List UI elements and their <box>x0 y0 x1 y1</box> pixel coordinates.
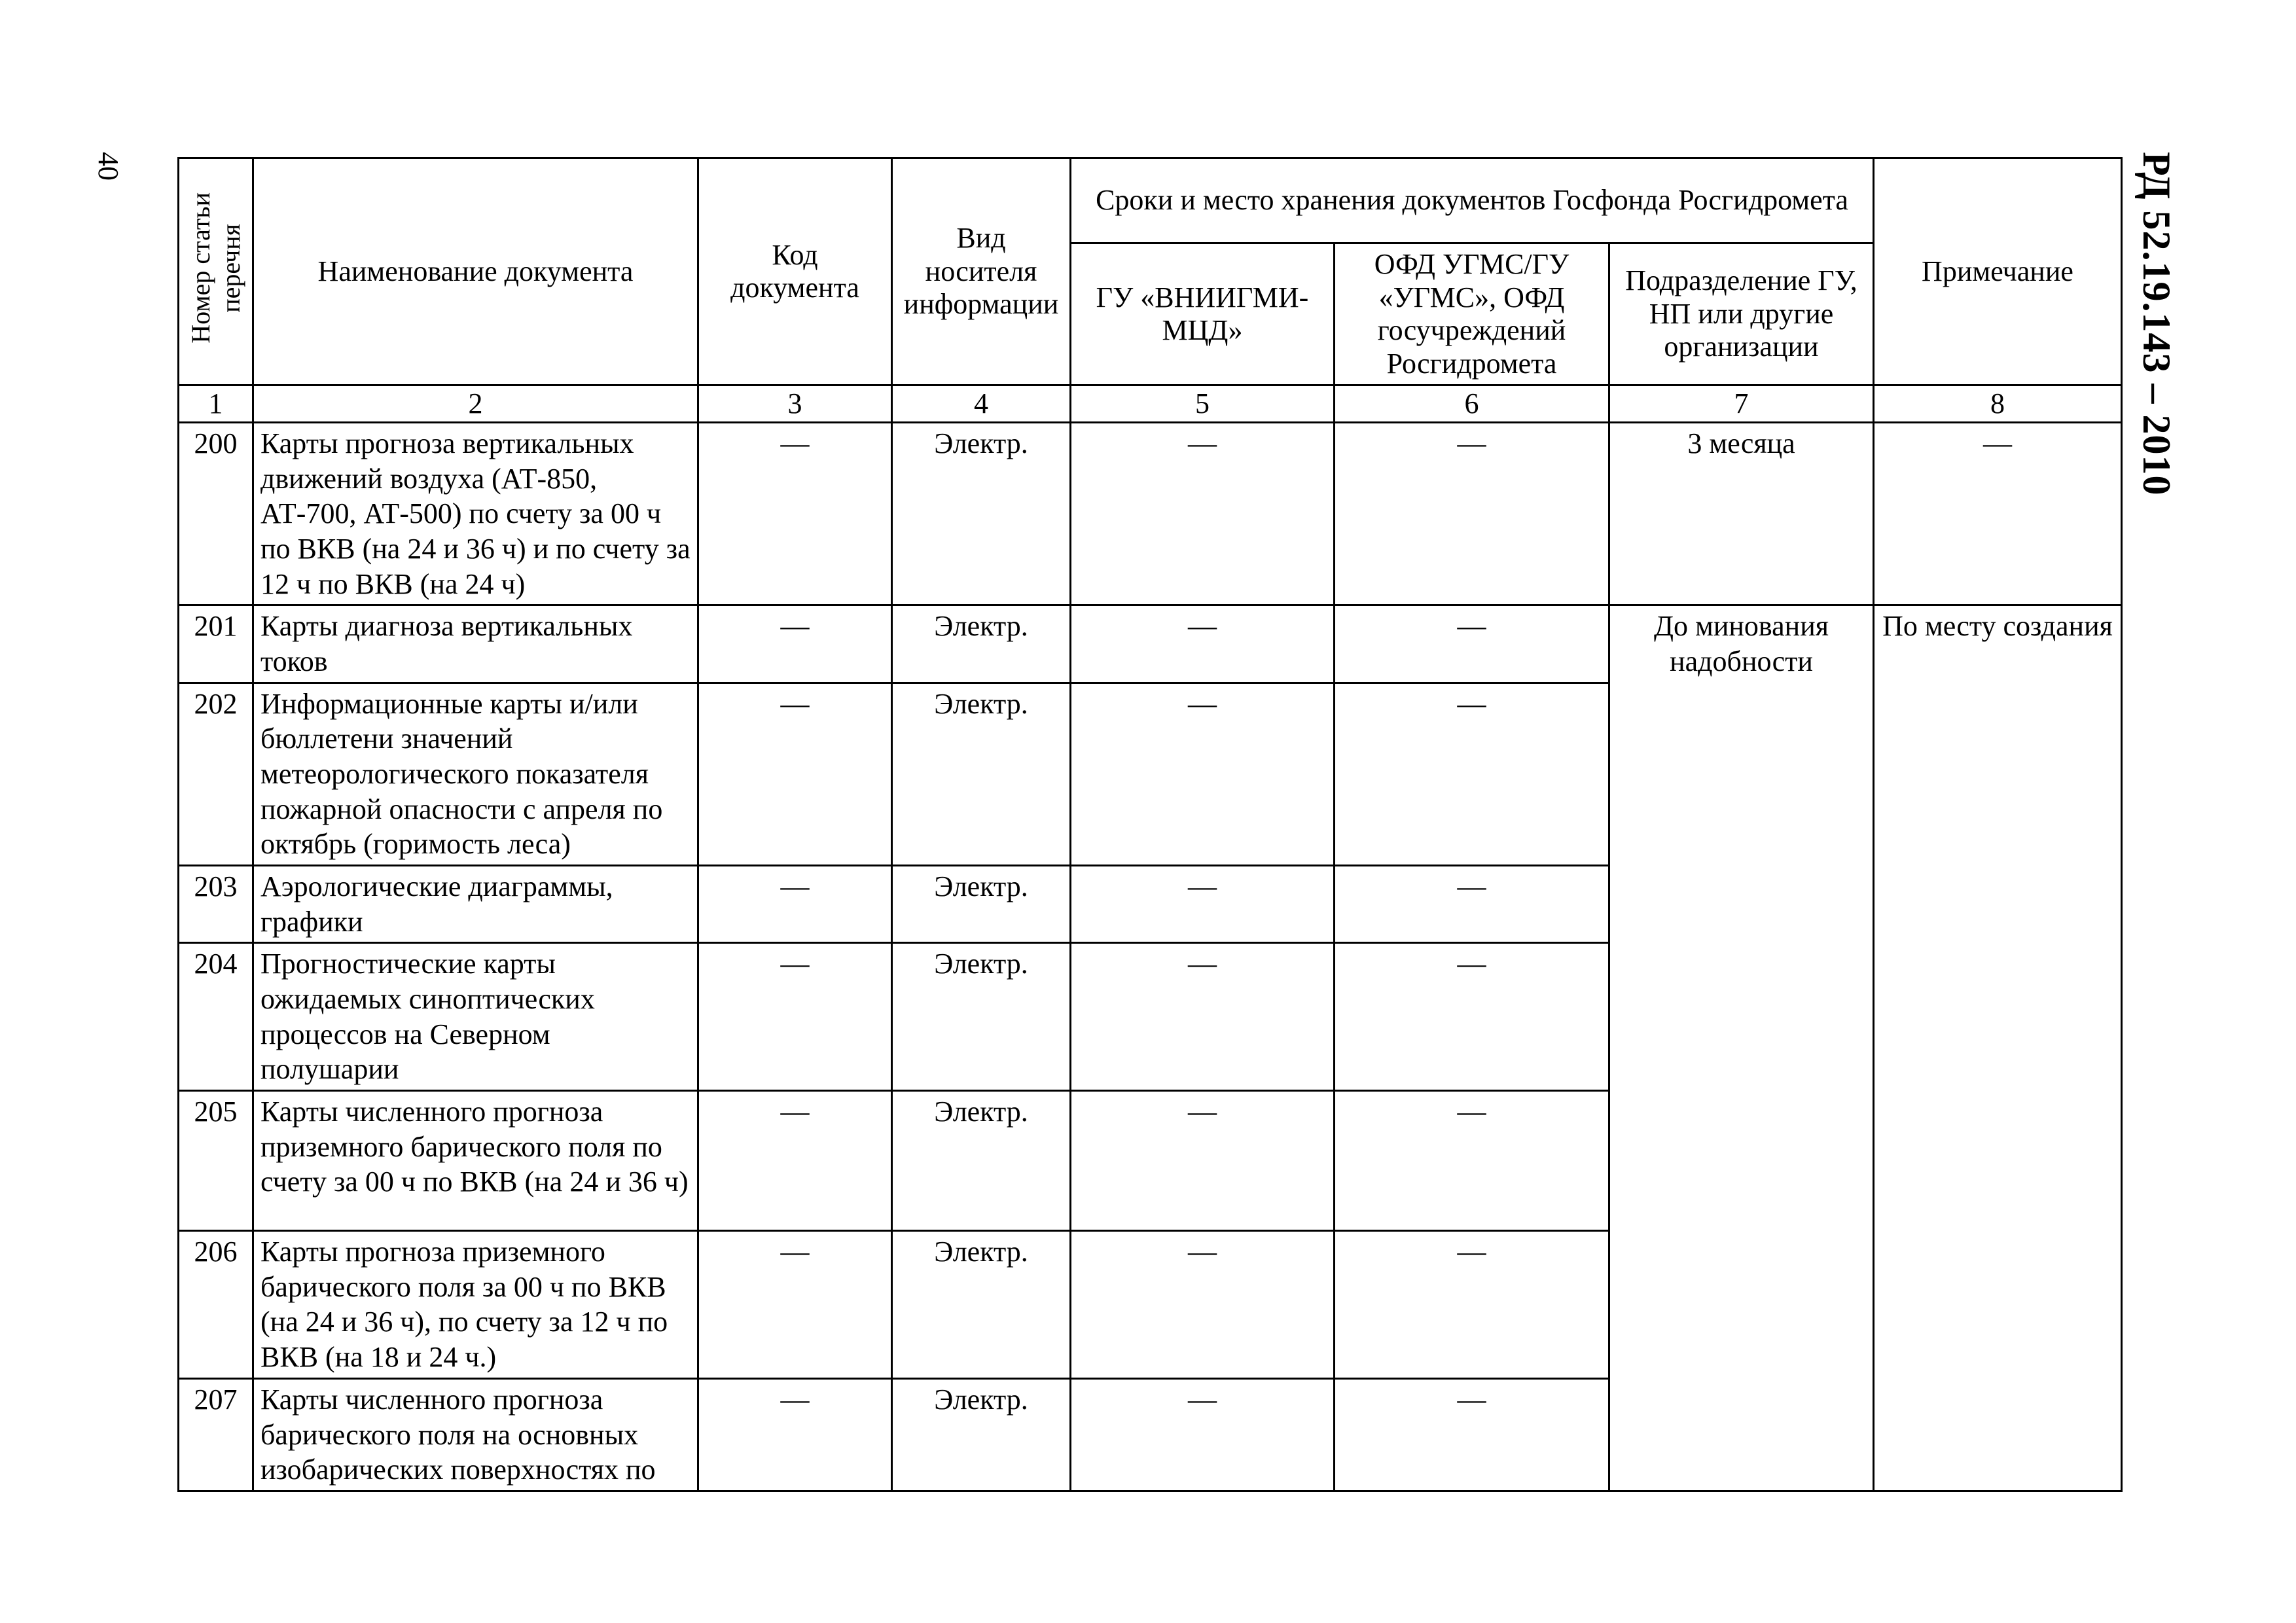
row-col5: — <box>1071 1378 1335 1491</box>
row-code: — <box>698 866 892 943</box>
row-medium: Электр. <box>892 423 1071 605</box>
row-medium: Электр. <box>892 1091 1071 1231</box>
column-number: 7 <box>1609 385 1874 423</box>
table-row <box>179 605 2122 683</box>
row-document-name: Карты прогноза приземного барического поля за 00 ч по ВКВ (на 24 и 36 ч), по счету за 12 ч по ВКВ (на 18 и 24 ч.) <box>253 1231 698 1379</box>
row-col7: 3 месяца <box>1609 423 1874 605</box>
row-medium: Электр. <box>892 1378 1071 1491</box>
header-col7: Подразделение ГУ, НП или другие организации <box>1609 243 1874 385</box>
row-document-name: Карты диагноза вертикальных токов <box>253 605 698 683</box>
column-number: 5 <box>1071 385 1335 423</box>
page-number: 40 <box>92 152 124 181</box>
row-medium: Электр. <box>892 605 1071 683</box>
row-col5: — <box>1071 423 1335 605</box>
row-code: — <box>698 943 892 1091</box>
row-col6: — <box>1335 423 1609 605</box>
row-col5: — <box>1071 1091 1335 1231</box>
header-article-number: Номер статьи перечня <box>179 158 253 385</box>
column-number: 2 <box>253 385 698 423</box>
row-document-name: Карты численного прогноза барического поля на основных изобарических поверхностях по <box>253 1378 698 1491</box>
row-code: — <box>698 1231 892 1379</box>
row-note: — <box>1874 423 2122 605</box>
row-col5: — <box>1071 683 1335 865</box>
row-col5: — <box>1071 866 1335 943</box>
header-document-name: Наименование документа <box>253 158 698 385</box>
column-number: 4 <box>892 385 1071 423</box>
row-medium: Электр. <box>892 943 1071 1091</box>
row-document-name: Прогностические карты ожидаемых синоптических процессов на Северном полушарии <box>253 943 698 1091</box>
column-number: 3 <box>698 385 892 423</box>
row-number: 201 <box>179 605 253 683</box>
row-document-name: Карты численного прогноза приземного барического поля по счету за 00 ч по ВКВ (на 24 и 36 ч) <box>253 1091 698 1231</box>
row-col6: — <box>1335 1231 1609 1379</box>
row-number: 205 <box>179 1091 253 1231</box>
records-table <box>177 157 2123 1492</box>
merged-col7: До минования надобности <box>1609 605 1874 1491</box>
merged-note: По месту создания <box>1874 605 2122 1491</box>
row-col5: — <box>1071 605 1335 683</box>
row-col6: — <box>1335 683 1609 865</box>
document-code: РД 52.19.143 – 2010 <box>2135 152 2178 496</box>
row-number: 207 <box>179 1378 253 1491</box>
header-document-code: Код документа <box>698 158 892 385</box>
row-col5: — <box>1071 943 1335 1091</box>
header-medium: Вид носителя информации <box>892 158 1071 385</box>
column-number: 8 <box>1874 385 2122 423</box>
row-document-name: Аэрологические диаграммы, графики <box>253 866 698 943</box>
row-code: — <box>698 423 892 605</box>
header-storage-group: Сроки и место хранения документов Госфонда Росгидромета <box>1071 158 1874 243</box>
row-number: 202 <box>179 683 253 865</box>
row-col6: — <box>1335 1378 1609 1491</box>
header-col5: ГУ «ВНИИГМИ-МЦД» <box>1071 243 1335 385</box>
row-document-name: Информационные карты и/или бюллетени значений метеорологического показателя пожарной опасности с апреля по октябрь (горимость леса) <box>253 683 698 865</box>
row-code: — <box>698 605 892 683</box>
row-number: 200 <box>179 423 253 605</box>
row-col5: — <box>1071 1231 1335 1379</box>
row-col6: — <box>1335 866 1609 943</box>
header-col6: ОФД УГМС/ГУ «УГМС», ОФД госучреждений Росгидромета <box>1335 243 1609 385</box>
column-numbers-row <box>179 385 2122 423</box>
row-number: 203 <box>179 866 253 943</box>
row-document-name: Карты прогноза вертикальных движений воздуха (АТ-850, АТ-700, АТ-500) по счету за 00 ч по ВКВ (на 24 и 36 ч) и по счету за 12 ч по ВКВ (на 24 ч) <box>253 423 698 605</box>
row-number: 204 <box>179 943 253 1091</box>
row-code: — <box>698 1091 892 1231</box>
row-col6: — <box>1335 1091 1609 1231</box>
row-medium: Электр. <box>892 1231 1071 1379</box>
column-number: 6 <box>1335 385 1609 423</box>
row-code: — <box>698 1378 892 1491</box>
row-code: — <box>698 683 892 865</box>
row-medium: Электр. <box>892 866 1071 943</box>
column-number: 1 <box>179 385 253 423</box>
row-col6: — <box>1335 605 1609 683</box>
row-medium: Электр. <box>892 683 1071 865</box>
row-number: 206 <box>179 1231 253 1379</box>
header-note: Примечание <box>1874 158 2122 385</box>
row-col6: — <box>1335 943 1609 1091</box>
table-row <box>179 423 2122 605</box>
